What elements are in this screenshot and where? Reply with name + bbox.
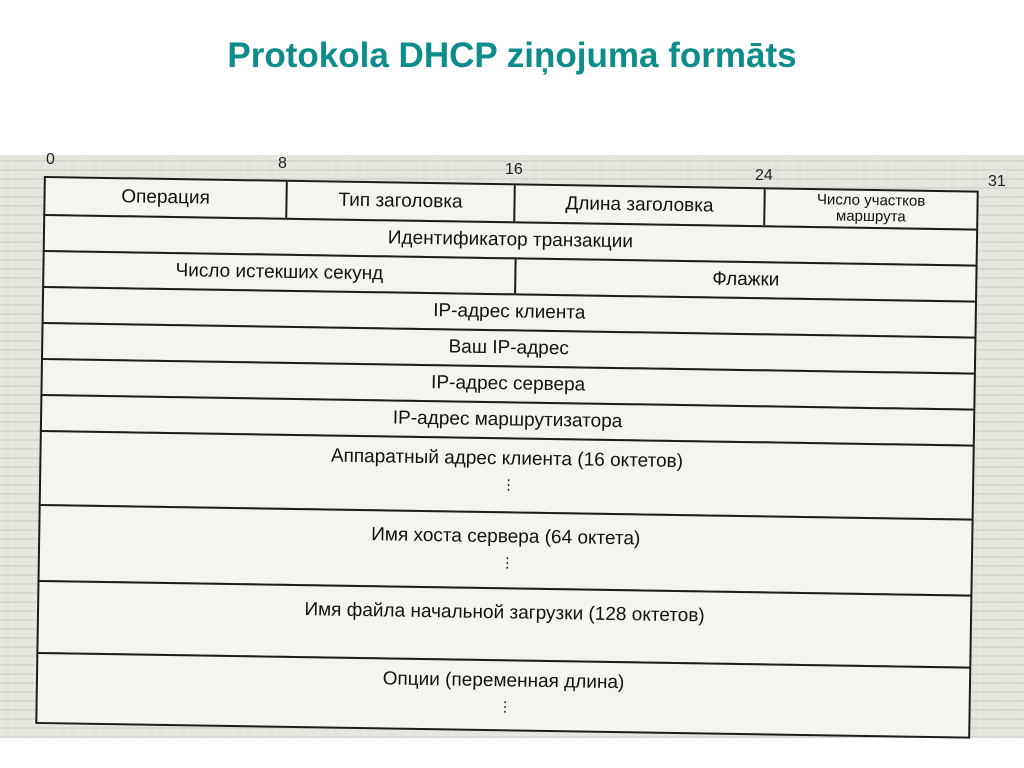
dhcp-message-format-diagram (35, 168, 979, 743)
field-operation: Операция (121, 186, 210, 209)
field-server-ip: IP-адрес сервера (430, 372, 586, 396)
field-router-ip: IP-адрес маршрутизатора (392, 407, 623, 433)
bit-mark-16: 16 (505, 161, 523, 178)
continuation-dots: ⋮ (497, 699, 513, 716)
field-your-ip: Ваш IP-адрес (448, 336, 570, 360)
field-header-type: Тип заголовка (285, 182, 514, 222)
field-hop-count-line2: маршрута (835, 207, 906, 226)
field-boot-file-name: Имя файла начальной загрузки (128 октетов) (304, 599, 705, 627)
bit-mark-8: 8 (278, 155, 287, 172)
field-flags: Флажки (514, 259, 975, 300)
continuation-dots: ⋮ (500, 555, 515, 572)
field-options: Опции (переменная длина) (382, 668, 625, 694)
field-seconds-elapsed: Число истекших секунд (175, 260, 384, 285)
field-server-host-name: Имя хоста сервера (64 октета) (371, 524, 641, 550)
bit-mark-31: 31 (988, 173, 1006, 190)
field-client-hw-address: Аппаратный адрес клиента (16 октетов) (330, 445, 684, 473)
field-header-length: Длина заголовка (513, 185, 764, 225)
bit-mark-24: 24 (755, 167, 773, 184)
field-client-ip: IP-адрес клиента (433, 300, 586, 324)
row-options (35, 652, 971, 739)
continuation-dots: ⋮ (501, 477, 516, 494)
bit-mark-0: 0 (46, 151, 55, 168)
field-hop-count (763, 189, 977, 228)
field-hop-count-line1: Число участков (816, 191, 926, 211)
field-transaction-id: Идентификатор транзакции (387, 227, 634, 253)
slide-title: Protokola DHCP ziņojuma formāts (227, 36, 797, 75)
